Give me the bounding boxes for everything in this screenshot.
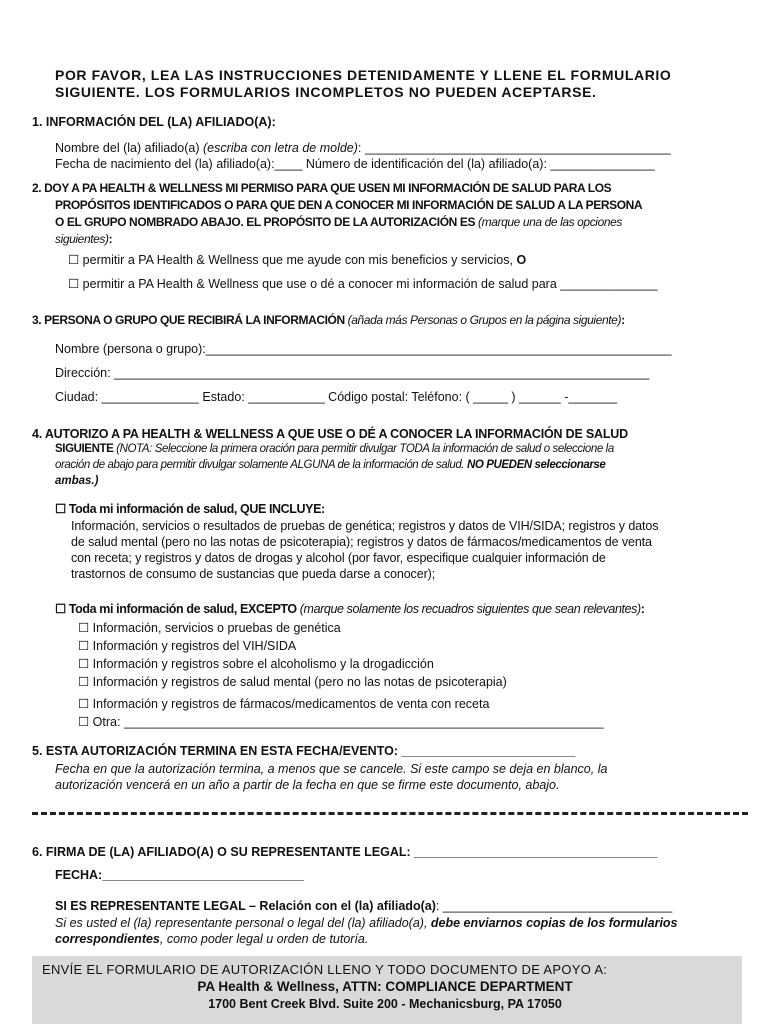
- instructions-line-1: POR FAVOR, LEA LAS INSTRUCCIONES DETENIDAMENTE Y LLENE EL FORMULARIO: [55, 67, 672, 83]
- member-name-blank: : ____________________________________________: [357, 141, 671, 155]
- all-info-text-2: de salud mental (pero no las notas de psicoterapia); registros y datos de fármacos/medicamentos de venta: [71, 535, 652, 549]
- legal-rep-note-2: [55, 932, 368, 946]
- section-4-note-line-1: [55, 443, 614, 455]
- purpose-option-other[interactable]: ☐ permitir a PA Health & Wellness que use o dé a conocer mi información de salud para ______________: [68, 277, 658, 291]
- section-4-note-text: oración de abajo para permitir divulgar solamente ALGUNA de la información de salud.: [55, 459, 467, 471]
- legal-rep-label: SI ES REPRESENTANTE LEGAL – Relación con el (la) afiliado(a): [55, 899, 436, 913]
- legal-rep-note-2-bold: correspondientes: [55, 932, 160, 946]
- section-4-note-bold: NO PUEDEN seleccionarse: [466, 459, 606, 471]
- legal-rep-note-1: [55, 916, 678, 930]
- cut-line-divider: [32, 812, 748, 815]
- instructions-line-2: SIGUIENTE. LOS FORMULARIOS INCOMPLETOS NO PUEDEN ACEPTARSE.: [55, 84, 597, 100]
- legal-rep-note-2-text: , como poder legal u orden de tutoría.: [159, 932, 369, 946]
- all-info-checkbox[interactable]: ☐ Toda mi información de salud, QUE INCLUYE:: [55, 502, 325, 516]
- except-item-alcohol-drugs[interactable]: ☐ Información y registros sobre el alcoholismo y la drogadicción: [78, 657, 434, 671]
- legal-rep-blank: : _________________________________: [435, 899, 673, 913]
- section-3-hint: (añada más Personas o Grupos en la página siguiente): [347, 313, 622, 327]
- section-2-line-2: PROPÓSITOS IDENTIFICADOS O PARA QUE DEN A CONOCER MI INFORMACIÓN DE SALUD A LA PERSONA: [55, 198, 643, 212]
- section-3-colon: :: [621, 313, 625, 327]
- section-2-hint: (marque una de las opciones: [478, 215, 622, 229]
- legal-rep-note-1-bold: debe enviarnos copias de los formularios: [430, 916, 678, 930]
- section-4-note: (NOTA: Seleccione la primera oración para permitir divulgar TODA la información de salud o seleccione la: [116, 443, 614, 455]
- section-2-line-3: [55, 215, 622, 229]
- section-2-hint-cont: siguientes): [55, 232, 109, 246]
- legal-rep-relationship-field[interactable]: [55, 899, 672, 913]
- section-2-line-1: 2. DOY A PA HEALTH & WELLNESS MI PERMISO PARA QUE USEN MI INFORMACIÓN DE SALUD PARA LOS: [32, 181, 612, 195]
- footer-line-1: ENVÍE EL FORMULARIO DE AUTORIZACIÓN LLENO Y TODO DOCUMENTO DE APOYO A:: [42, 962, 608, 977]
- except-colon: :: [640, 602, 645, 616]
- member-name-label: Nombre del (la) afiliado(a): [55, 141, 203, 155]
- section-5-expiration-field[interactable]: 5. ESTA AUTORIZACIÓN TERMINA EN ESTA FECHA/EVENTO: _________________________: [32, 744, 576, 758]
- member-name-field[interactable]: [55, 141, 671, 155]
- all-info-text-1: Información, servicios o resultados de pruebas de genética; registros y datos de VIH/SIDA; registros y datos: [71, 519, 659, 533]
- all-info-text-4: trastornos de consumo de sustancias que pueda darse a conocer);: [71, 567, 436, 581]
- purpose-option-benefits[interactable]: [68, 252, 526, 267]
- except-checkbox[interactable]: [55, 601, 645, 616]
- all-info-text-3: con receta; y registros y datos de drogas y alcohol (por favor, especifique cualquier información de: [71, 551, 606, 565]
- legal-rep-note-1-text: Si es usted el (la) representante personal o legal del (la) afiliado(a),: [55, 916, 431, 930]
- recipient-address-field[interactable]: Dirección: _____________________________________________________________________________: [55, 366, 650, 380]
- dob-id-field[interactable]: Fecha de nacimiento del (la) afiliado(a):____ Número de identificación del (la) afiliado(a): _______________: [55, 157, 655, 171]
- except-hint: (marque solamente los recuadros siguientes que sean relevantes): [299, 602, 641, 616]
- footer-line-2: PA Health & Wellness, ATTN: COMPLIANCE DEPARTMENT: [197, 979, 573, 994]
- section-2-line-3-text: O EL GRUPO NOMBRADO ABAJO. EL PROPÓSITO DE LA AUTORIZACIÓN ES: [55, 215, 479, 229]
- section-4-note-line-3: ambas.): [55, 475, 99, 487]
- section-3-title: [32, 313, 625, 327]
- section-5-note-1: Fecha en que la autorización termina, a menos que se cancele. Si este campo se deja en blanco, la: [55, 762, 608, 776]
- signature-field[interactable]: 6. FIRMA DE (LA) AFILIADO(A) O SU REPRESENTANTE LEGAL: ___________________________________: [32, 845, 658, 859]
- section-5-note-2: autorización vencerá en un año a partir de la fecha en que se firme este documento, abajo.: [55, 778, 560, 792]
- section-1-title: 1. INFORMACIÓN DEL (LA) AFILIADO(A):: [32, 115, 276, 129]
- except-item-prescription[interactable]: ☐ Información y registros de fármacos/medicamentos de venta con receta: [78, 697, 490, 711]
- except-item-other[interactable]: ☐ Otra: _____________________________________________________________________: [78, 715, 604, 729]
- section-4-title: 4. AUTORIZO A PA HEALTH & WELLNESS A QUE USE O DÉ A CONOCER LA INFORMACIÓN DE SALUD: [32, 427, 628, 441]
- recipient-name-field[interactable]: Nombre (persona o grupo):___________________________________________________________________: [55, 342, 672, 356]
- section-2-colon: :: [108, 232, 113, 246]
- except-item-mental-health[interactable]: ☐ Información y registros de salud mental (pero no las notas de psicoterapia): [78, 675, 507, 689]
- except-item-genetics[interactable]: ☐ Información, servicios o pruebas de genética: [78, 621, 341, 635]
- recipient-city-state-zip-phone-field[interactable]: Ciudad: ______________ Estado: ___________ Código postal: Teléfono: ( _____ ) ______ -_______: [55, 390, 618, 404]
- section-3-title-text: 3. PERSONA O GRUPO QUE RECIBIRÁ LA INFORMACIÓN: [32, 313, 348, 327]
- section-2-line-4: [55, 232, 112, 246]
- except-item-hiv[interactable]: ☐ Información y registros del VIH/SIDA: [78, 639, 297, 653]
- section-4-siguiente: SIGUIENTE: [55, 443, 117, 455]
- signature-date-field[interactable]: FECHA:_____________________________: [55, 868, 304, 882]
- or-label: O: [516, 253, 527, 267]
- member-name-hint: (escriba con letra de molde): [202, 141, 358, 155]
- except-label: ☐ Toda mi información de salud, EXCEPTO: [55, 602, 300, 616]
- section-4-note-line-2: [55, 459, 605, 471]
- footer-line-3: 1700 Bent Creek Blvd. Suite 200 - Mechanicsburg, PA 17050: [208, 997, 562, 1011]
- purpose-option-benefits-label: ☐ permitir a PA Health & Wellness que me ayude con mis beneficios y servicios,: [68, 253, 517, 267]
